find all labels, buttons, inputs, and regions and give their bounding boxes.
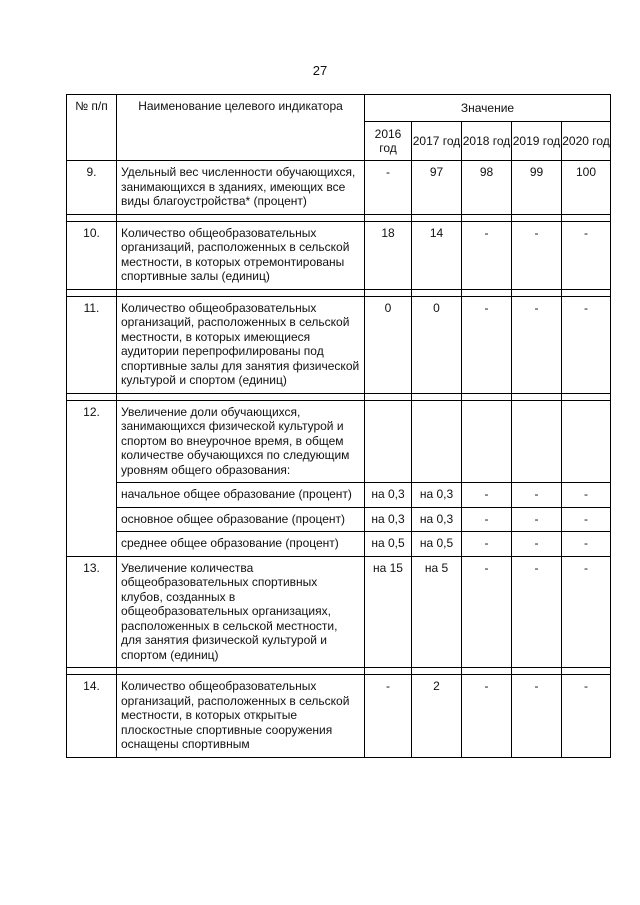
value-2017 <box>412 400 462 483</box>
value-2016: 0 <box>365 296 412 393</box>
value-2018: - <box>462 296 512 393</box>
value-2016: - <box>365 675 412 758</box>
table-row <box>67 483 611 508</box>
value-2020: - <box>562 296 611 393</box>
value-2017: на 0,3 <box>412 483 462 508</box>
value-2017: 14 <box>412 221 462 289</box>
value-2019: - <box>512 675 562 758</box>
value-2016: на 0,3 <box>365 483 412 508</box>
value-2020: - <box>562 556 611 668</box>
value-2016: на 0,3 <box>365 507 412 532</box>
page-number: 27 <box>312 63 328 78</box>
value-2018: - <box>462 507 512 532</box>
value-2018: - <box>462 483 512 508</box>
value-2016: - <box>365 161 412 215</box>
header-values: Значение <box>365 95 611 122</box>
indicator-name: Увеличение доли обучающихся, занимающихся физической культурой и спортом во внеурочное время, в общем количестве обучающихся по следующим уровням общего образования: <box>117 400 365 483</box>
value-2016: 18 <box>365 221 412 289</box>
value-2018 <box>462 400 512 483</box>
indicator-name: Количество общеобразовательных организаций, расположенных в сельской местности, в которых открытые плоскостные спортивные сооружения оснащены спортивным <box>117 675 365 758</box>
row-spacer <box>67 214 611 221</box>
row-spacer <box>67 393 611 400</box>
table-row <box>67 296 611 393</box>
header-year-2019: 2019 год <box>512 122 562 161</box>
value-2016: на 0,5 <box>365 532 412 557</box>
value-2017: 2 <box>412 675 462 758</box>
row-number: 14. <box>67 675 117 758</box>
value-2020: - <box>562 483 611 508</box>
value-2017: на 5 <box>412 556 462 668</box>
value-2019: - <box>512 556 562 668</box>
value-2019: - <box>512 507 562 532</box>
row-spacer <box>67 289 611 296</box>
indicator-name: начальное общее образование (процент) <box>117 483 365 508</box>
value-2018: - <box>462 532 512 557</box>
header-year-2017: 2017 год <box>412 122 462 161</box>
value-2020 <box>562 400 611 483</box>
table-row <box>67 161 611 215</box>
header-row <box>67 95 611 122</box>
value-2019 <box>512 400 562 483</box>
value-2017: 0 <box>412 296 462 393</box>
value-2018: - <box>462 221 512 289</box>
indicator-name: основное общее образование (процент) <box>117 507 365 532</box>
value-2019: 99 <box>512 161 562 215</box>
value-2018: - <box>462 556 512 668</box>
header-year-2016: 2016 год <box>365 122 412 161</box>
value-2018: - <box>462 675 512 758</box>
header-indicator-name: Наименование целевого индикатора <box>117 95 365 161</box>
table-row <box>67 556 611 668</box>
table-row <box>67 221 611 289</box>
indicator-name: Увеличение количества общеобразовательных спортивных клубов, созданных в общеобразовательных организациях, расположенных в сельской местности, для занятия физической культурой и спортом (единиц) <box>117 556 365 668</box>
row-number: 10. <box>67 221 117 289</box>
value-2016: на 15 <box>365 556 412 668</box>
indicators-table <box>66 94 611 758</box>
value-2016 <box>365 400 412 483</box>
header-number: № п/п <box>67 95 117 161</box>
indicator-name: Количество общеобразовательных организаций, расположенных в сельской местности, в которых имеющиеся аудитории перепрофилированы под спортивные залы для занятия физической культурой и спортом (единиц) <box>117 296 365 393</box>
value-2020: - <box>562 221 611 289</box>
value-2020: 100 <box>562 161 611 215</box>
header-year-2020: 2020 год <box>562 122 611 161</box>
value-2017: на 0,3 <box>412 507 462 532</box>
row-spacer <box>67 668 611 675</box>
indicator-name: среднее общее образование (процент) <box>117 532 365 557</box>
row-number: 9. <box>67 161 117 215</box>
row-number: 13. <box>67 556 117 668</box>
value-2019: - <box>512 532 562 557</box>
value-2019: - <box>512 296 562 393</box>
row-number: 12. <box>67 400 117 556</box>
value-2017: на 0,5 <box>412 532 462 557</box>
value-2019: - <box>512 483 562 508</box>
indicator-name: Количество общеобразовательных организаций, расположенных в сельской местности, в которых отремонтированы спортивные залы (единиц) <box>117 221 365 289</box>
table-row <box>67 400 611 483</box>
value-2020: - <box>562 675 611 758</box>
row-number: 11. <box>67 296 117 393</box>
value-2018: 98 <box>462 161 512 215</box>
table-row <box>67 675 611 758</box>
indicator-name: Удельный вес численности обучающихся, занимающихся в зданиях, имеющих все виды благоустройства* (процент) <box>117 161 365 215</box>
table-row <box>67 532 611 557</box>
value-2017: 97 <box>412 161 462 215</box>
value-2019: - <box>512 221 562 289</box>
header-year-2018: 2018 год <box>462 122 512 161</box>
table-row <box>67 507 611 532</box>
value-2020: - <box>562 507 611 532</box>
value-2020: - <box>562 532 611 557</box>
